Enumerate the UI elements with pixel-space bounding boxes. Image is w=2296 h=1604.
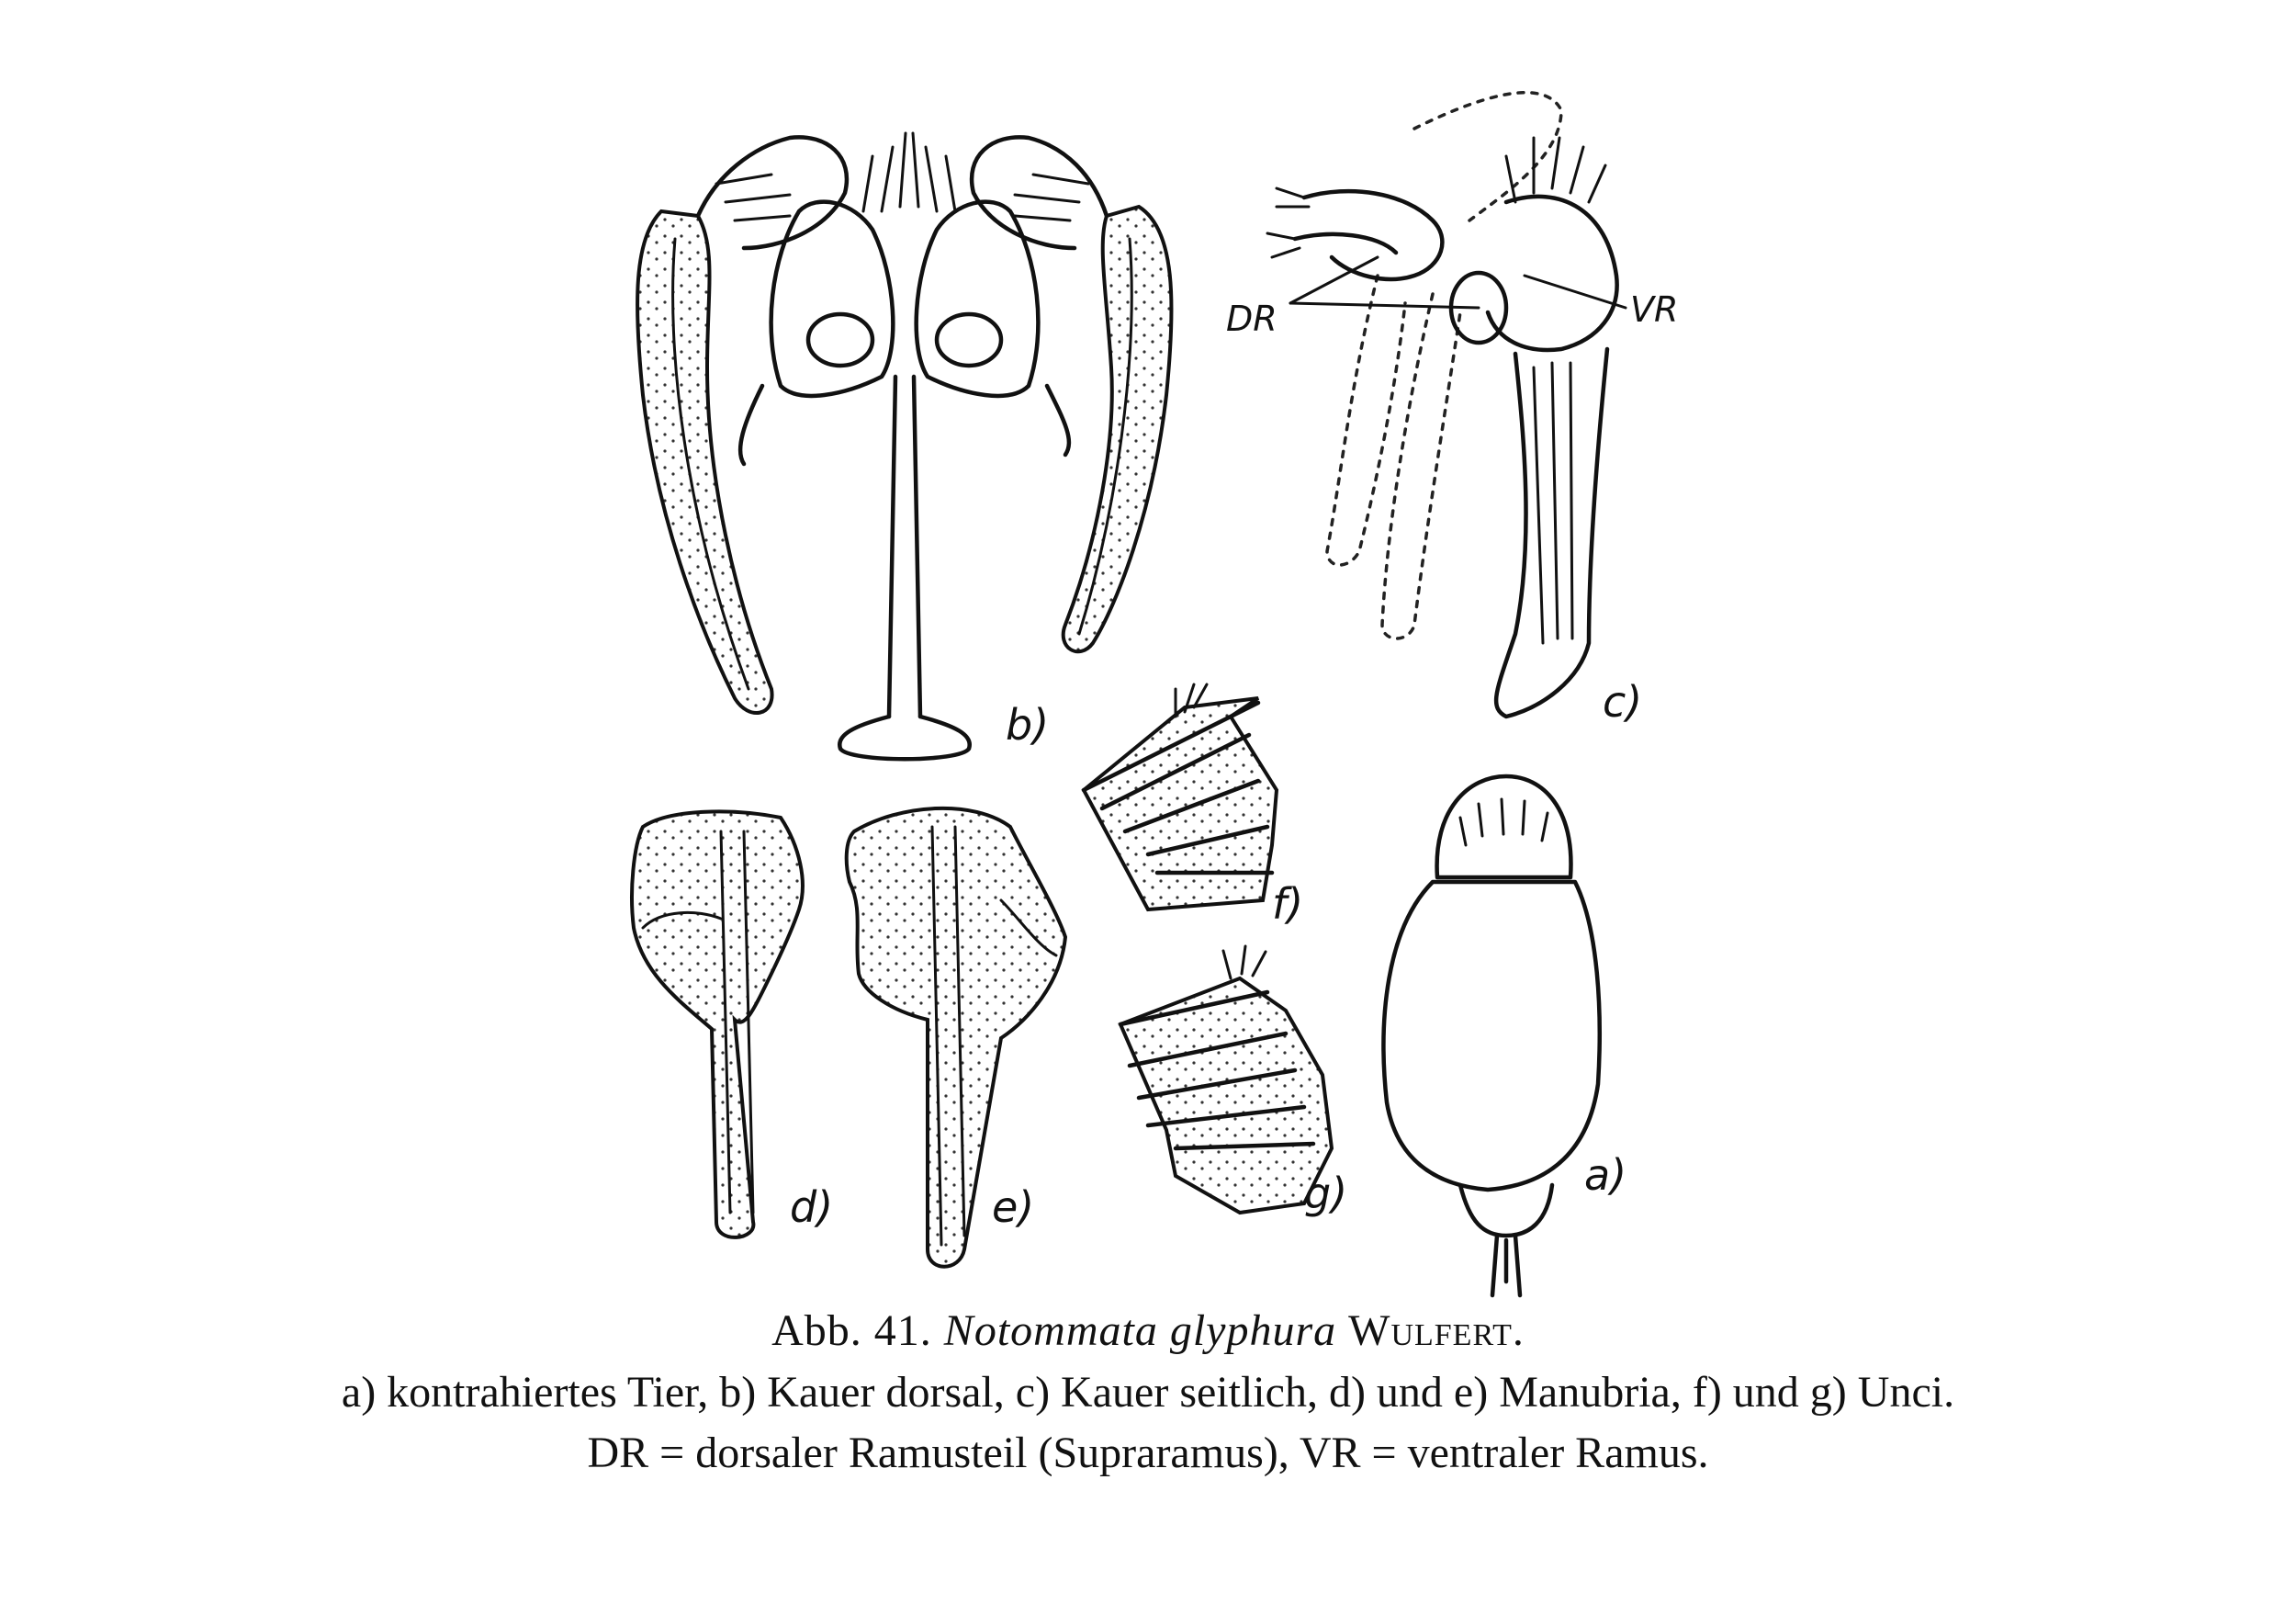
label-e: e) — [992, 1182, 1035, 1232]
drawing-d-manubrium — [632, 811, 803, 1237]
label-c: c) — [1603, 677, 1643, 727]
drawing-b-trophi-dorsal — [637, 133, 1172, 759]
label-f: f) — [1272, 879, 1304, 929]
drawing-a-contracted-animal — [1384, 776, 1600, 1295]
label-dr: DR — [1226, 299, 1277, 339]
caption-author: Wulfert. — [1348, 1306, 1525, 1355]
drawing-f-uncus — [1084, 684, 1277, 909]
label-vr: VR — [1630, 289, 1679, 330]
figure-caption — [0, 1300, 2296, 1484]
label-b: b) — [1006, 700, 1050, 750]
caption-line-1: a) kontrahiertes Tier, b) Kauer dorsal, c) Kauer seitlich, d) und e) Manubria, f) und g) Unci. — [341, 1368, 1955, 1417]
pointer-dr-1 — [1290, 257, 1378, 303]
label-a: a) — [1584, 1150, 1627, 1200]
caption-title — [0, 1300, 2296, 1362]
drawing-c-trophi-lateral — [1267, 93, 1617, 717]
caption-species: Notommata glyphura — [943, 1306, 1337, 1355]
pointer-vr — [1525, 276, 1626, 308]
drawing-g-uncus — [1120, 946, 1332, 1213]
label-g: g) — [1304, 1169, 1348, 1218]
caption-figure-number: Abb. 41. — [771, 1306, 932, 1355]
caption-line-2: DR = dorsaler Ramusteil (Supraramus), VR = ventraler Ramus. — [587, 1429, 1709, 1477]
label-d: d) — [790, 1182, 834, 1232]
